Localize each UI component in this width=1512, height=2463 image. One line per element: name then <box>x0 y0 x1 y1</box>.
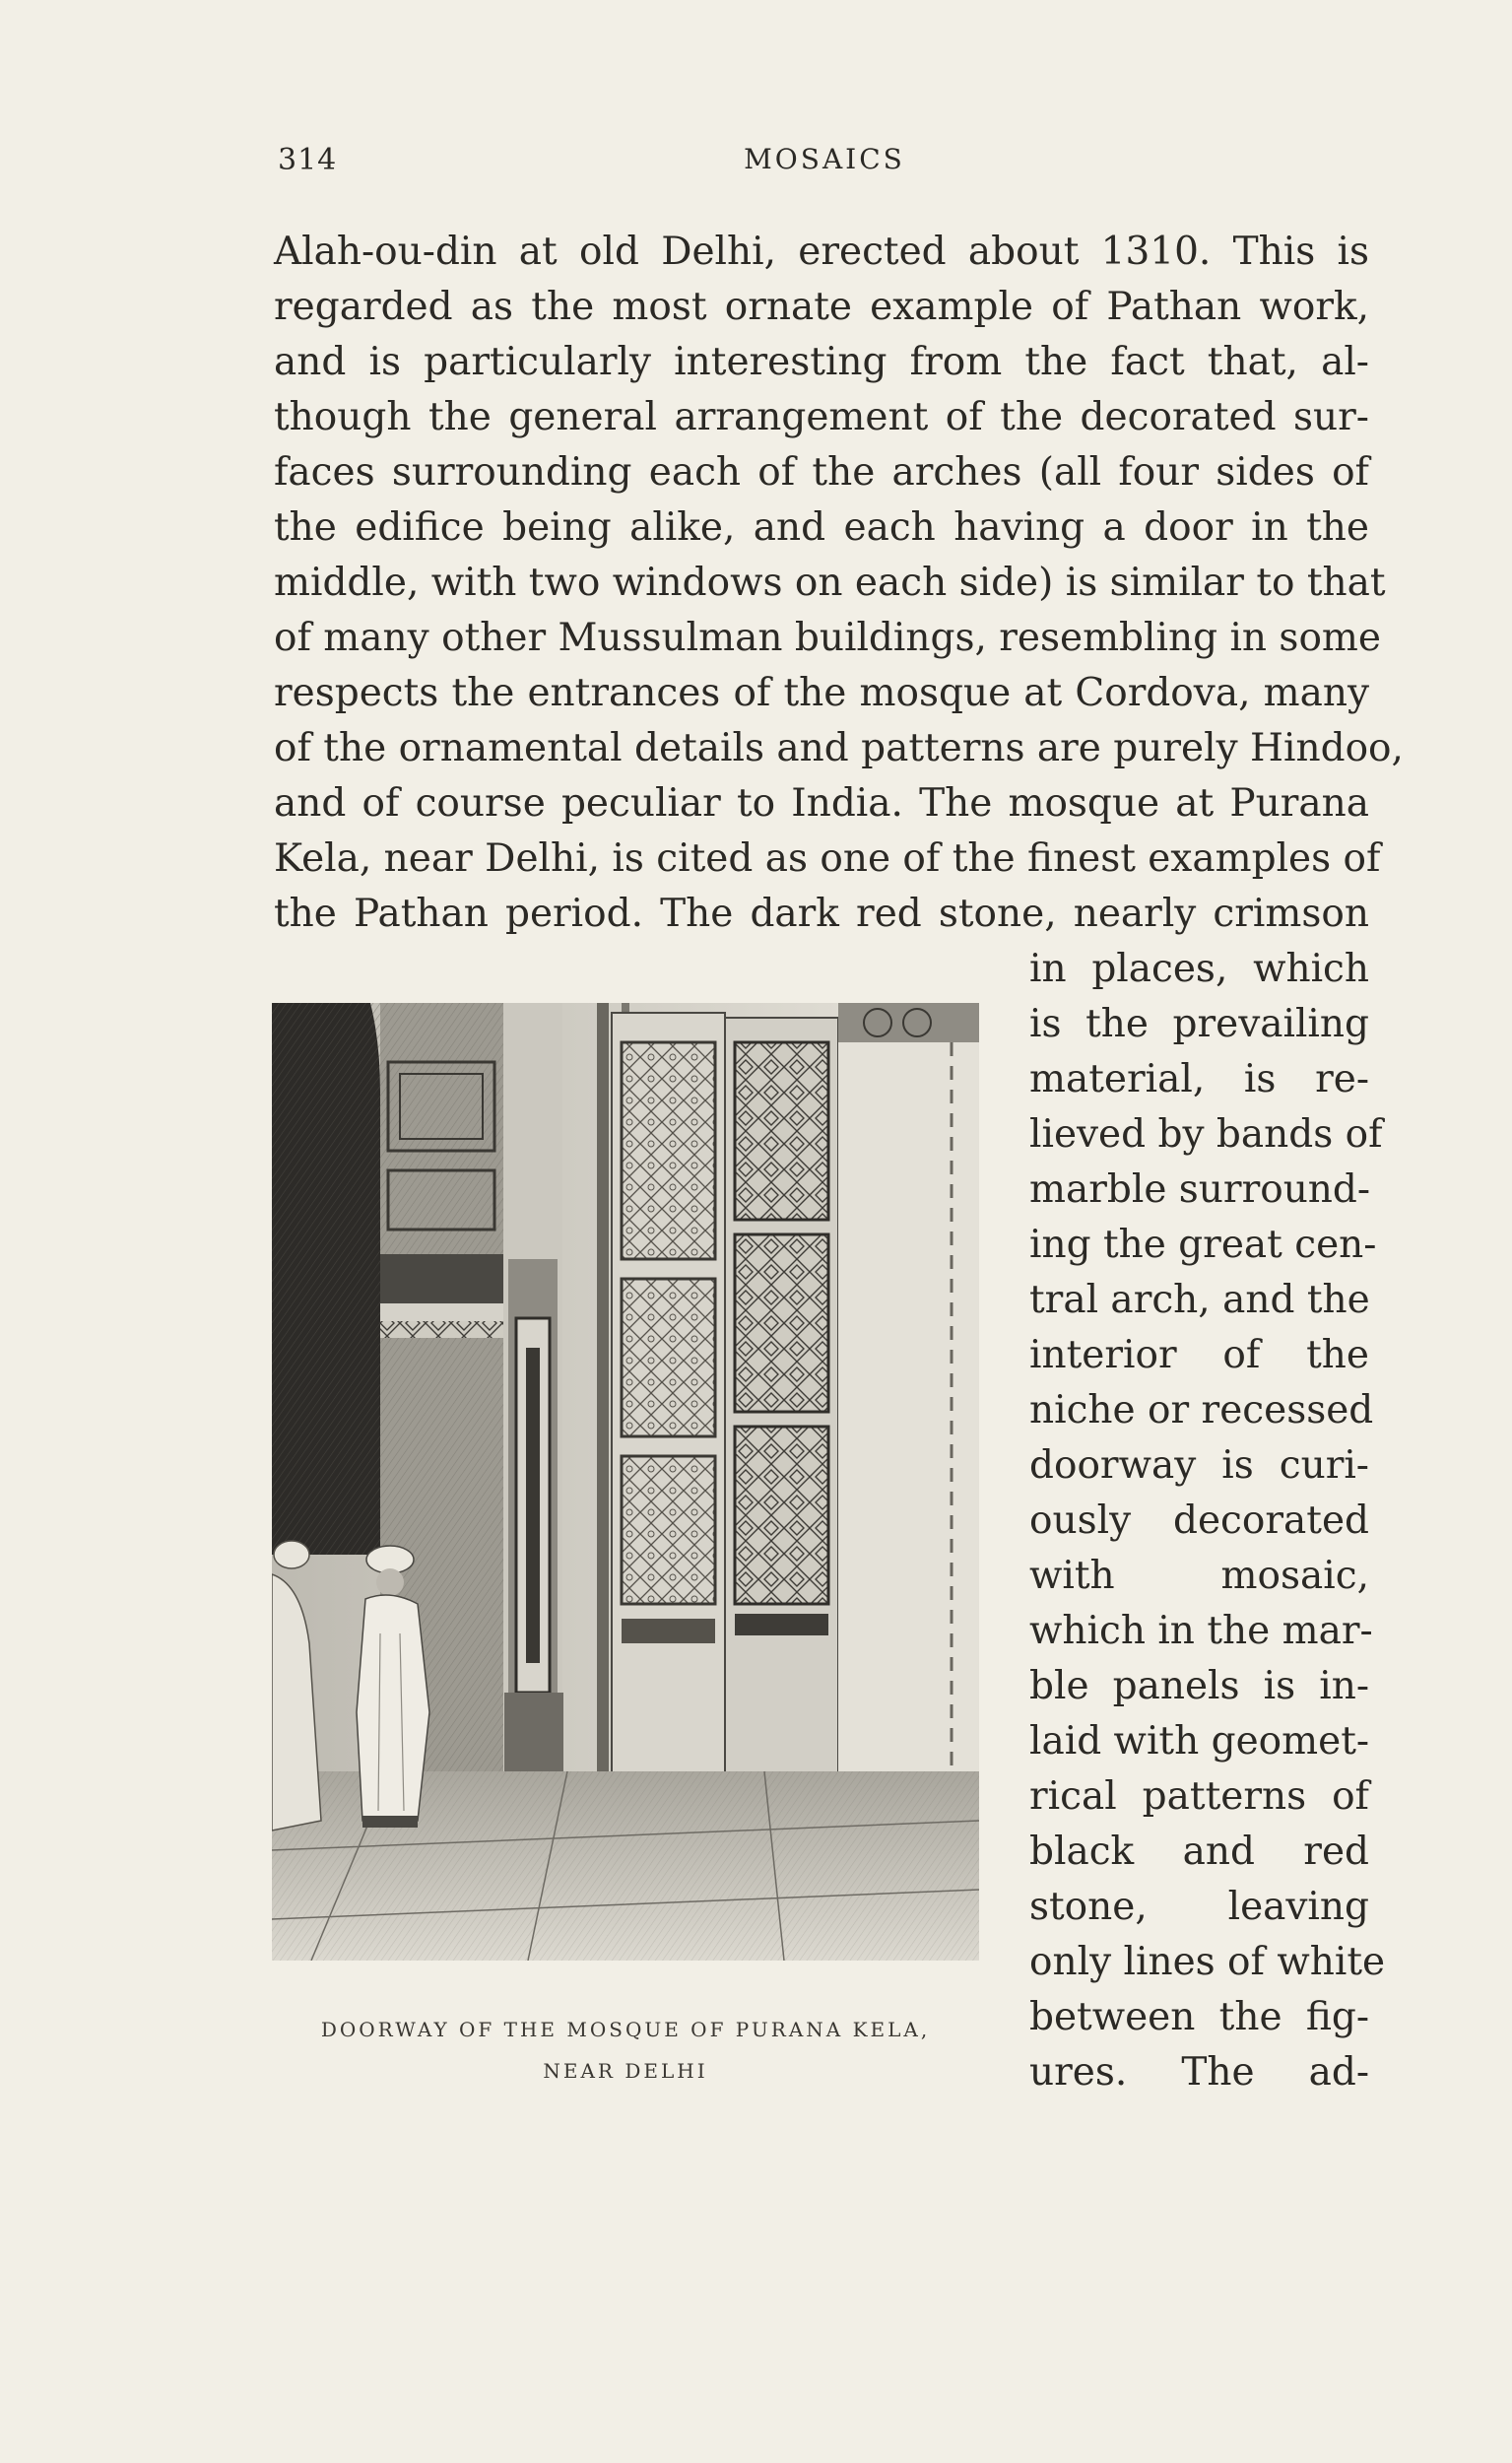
side-line: ble panels is in- <box>1029 1664 1369 1708</box>
side-line: which in the mar- <box>1029 1609 1373 1653</box>
figure-caption: DOORWAY OF THE MOSQUE OF PURANA KELA, <box>320 2018 931 2041</box>
side-line: black and red <box>1029 1830 1369 1874</box>
body-line: though the general arrangement of the decorated sur- <box>274 395 1369 439</box>
side-line: with mosaic, <box>1029 1554 1369 1598</box>
body-line: respects the entrances of the mosque at Cordova, many <box>274 671 1369 715</box>
side-line: ously decorated <box>1029 1498 1369 1543</box>
body-line: middle, with two windows on each side) is similar to that <box>274 561 1386 605</box>
body-line: of the ornamental details and patterns are purely Hindoo, <box>274 726 1404 770</box>
side-line: ing the great cen- <box>1029 1223 1377 1267</box>
body-line: and is particularly interesting from the fact that, al- <box>274 340 1369 384</box>
side-line: laid with geomet- <box>1029 1719 1370 1764</box>
body-line: regarded as the most ornate example of Pathan work, <box>274 285 1369 329</box>
page-header <box>278 143 1371 182</box>
side-line: is the prevailing <box>1029 1002 1369 1046</box>
side-line: ures. The ad- <box>1029 2050 1369 2095</box>
body-line: of many other Mussulman buildings, resembling in some <box>274 616 1381 660</box>
side-line: between the fig- <box>1029 1995 1369 2039</box>
running-title: MOSAICS <box>744 143 905 175</box>
body-line: the edifice being alike, and each having a door in the <box>274 505 1369 550</box>
body-line: Kela, near Delhi, is cited as one of the finest examples of <box>274 836 1381 881</box>
side-line: stone, leaving <box>1029 1885 1369 1929</box>
body-line: the Pathan period. The dark red stone, nearly crimson <box>274 892 1369 936</box>
side-line: marble surround- <box>1029 1167 1371 1212</box>
figure-caption-line-2: NEAR DELHI <box>543 2059 708 2083</box>
body-line: faces surrounding each of the arches (all four sides of <box>274 450 1369 495</box>
side-line: rical patterns of <box>1029 1774 1369 1819</box>
side-line: lieved by bands of <box>1029 1112 1383 1157</box>
body-line: and of course peculiar to India. The mosque at Purana <box>274 781 1369 826</box>
side-line: material, is re- <box>1029 1057 1369 1101</box>
body-line: Alah-ou-din at old Delhi, erected about 1310. This is <box>274 230 1369 274</box>
mosque-doorway-illustration <box>272 1003 979 1961</box>
page-number: 314 <box>278 143 338 177</box>
side-line: tral arch, and the <box>1029 1278 1370 1322</box>
side-line: only lines of white <box>1029 1940 1386 1984</box>
side-line: interior of the <box>1029 1333 1369 1377</box>
side-line: niche or recessed <box>1029 1388 1374 1432</box>
side-line: in places, which <box>1029 947 1369 991</box>
side-line: doorway is curi- <box>1029 1443 1369 1488</box>
